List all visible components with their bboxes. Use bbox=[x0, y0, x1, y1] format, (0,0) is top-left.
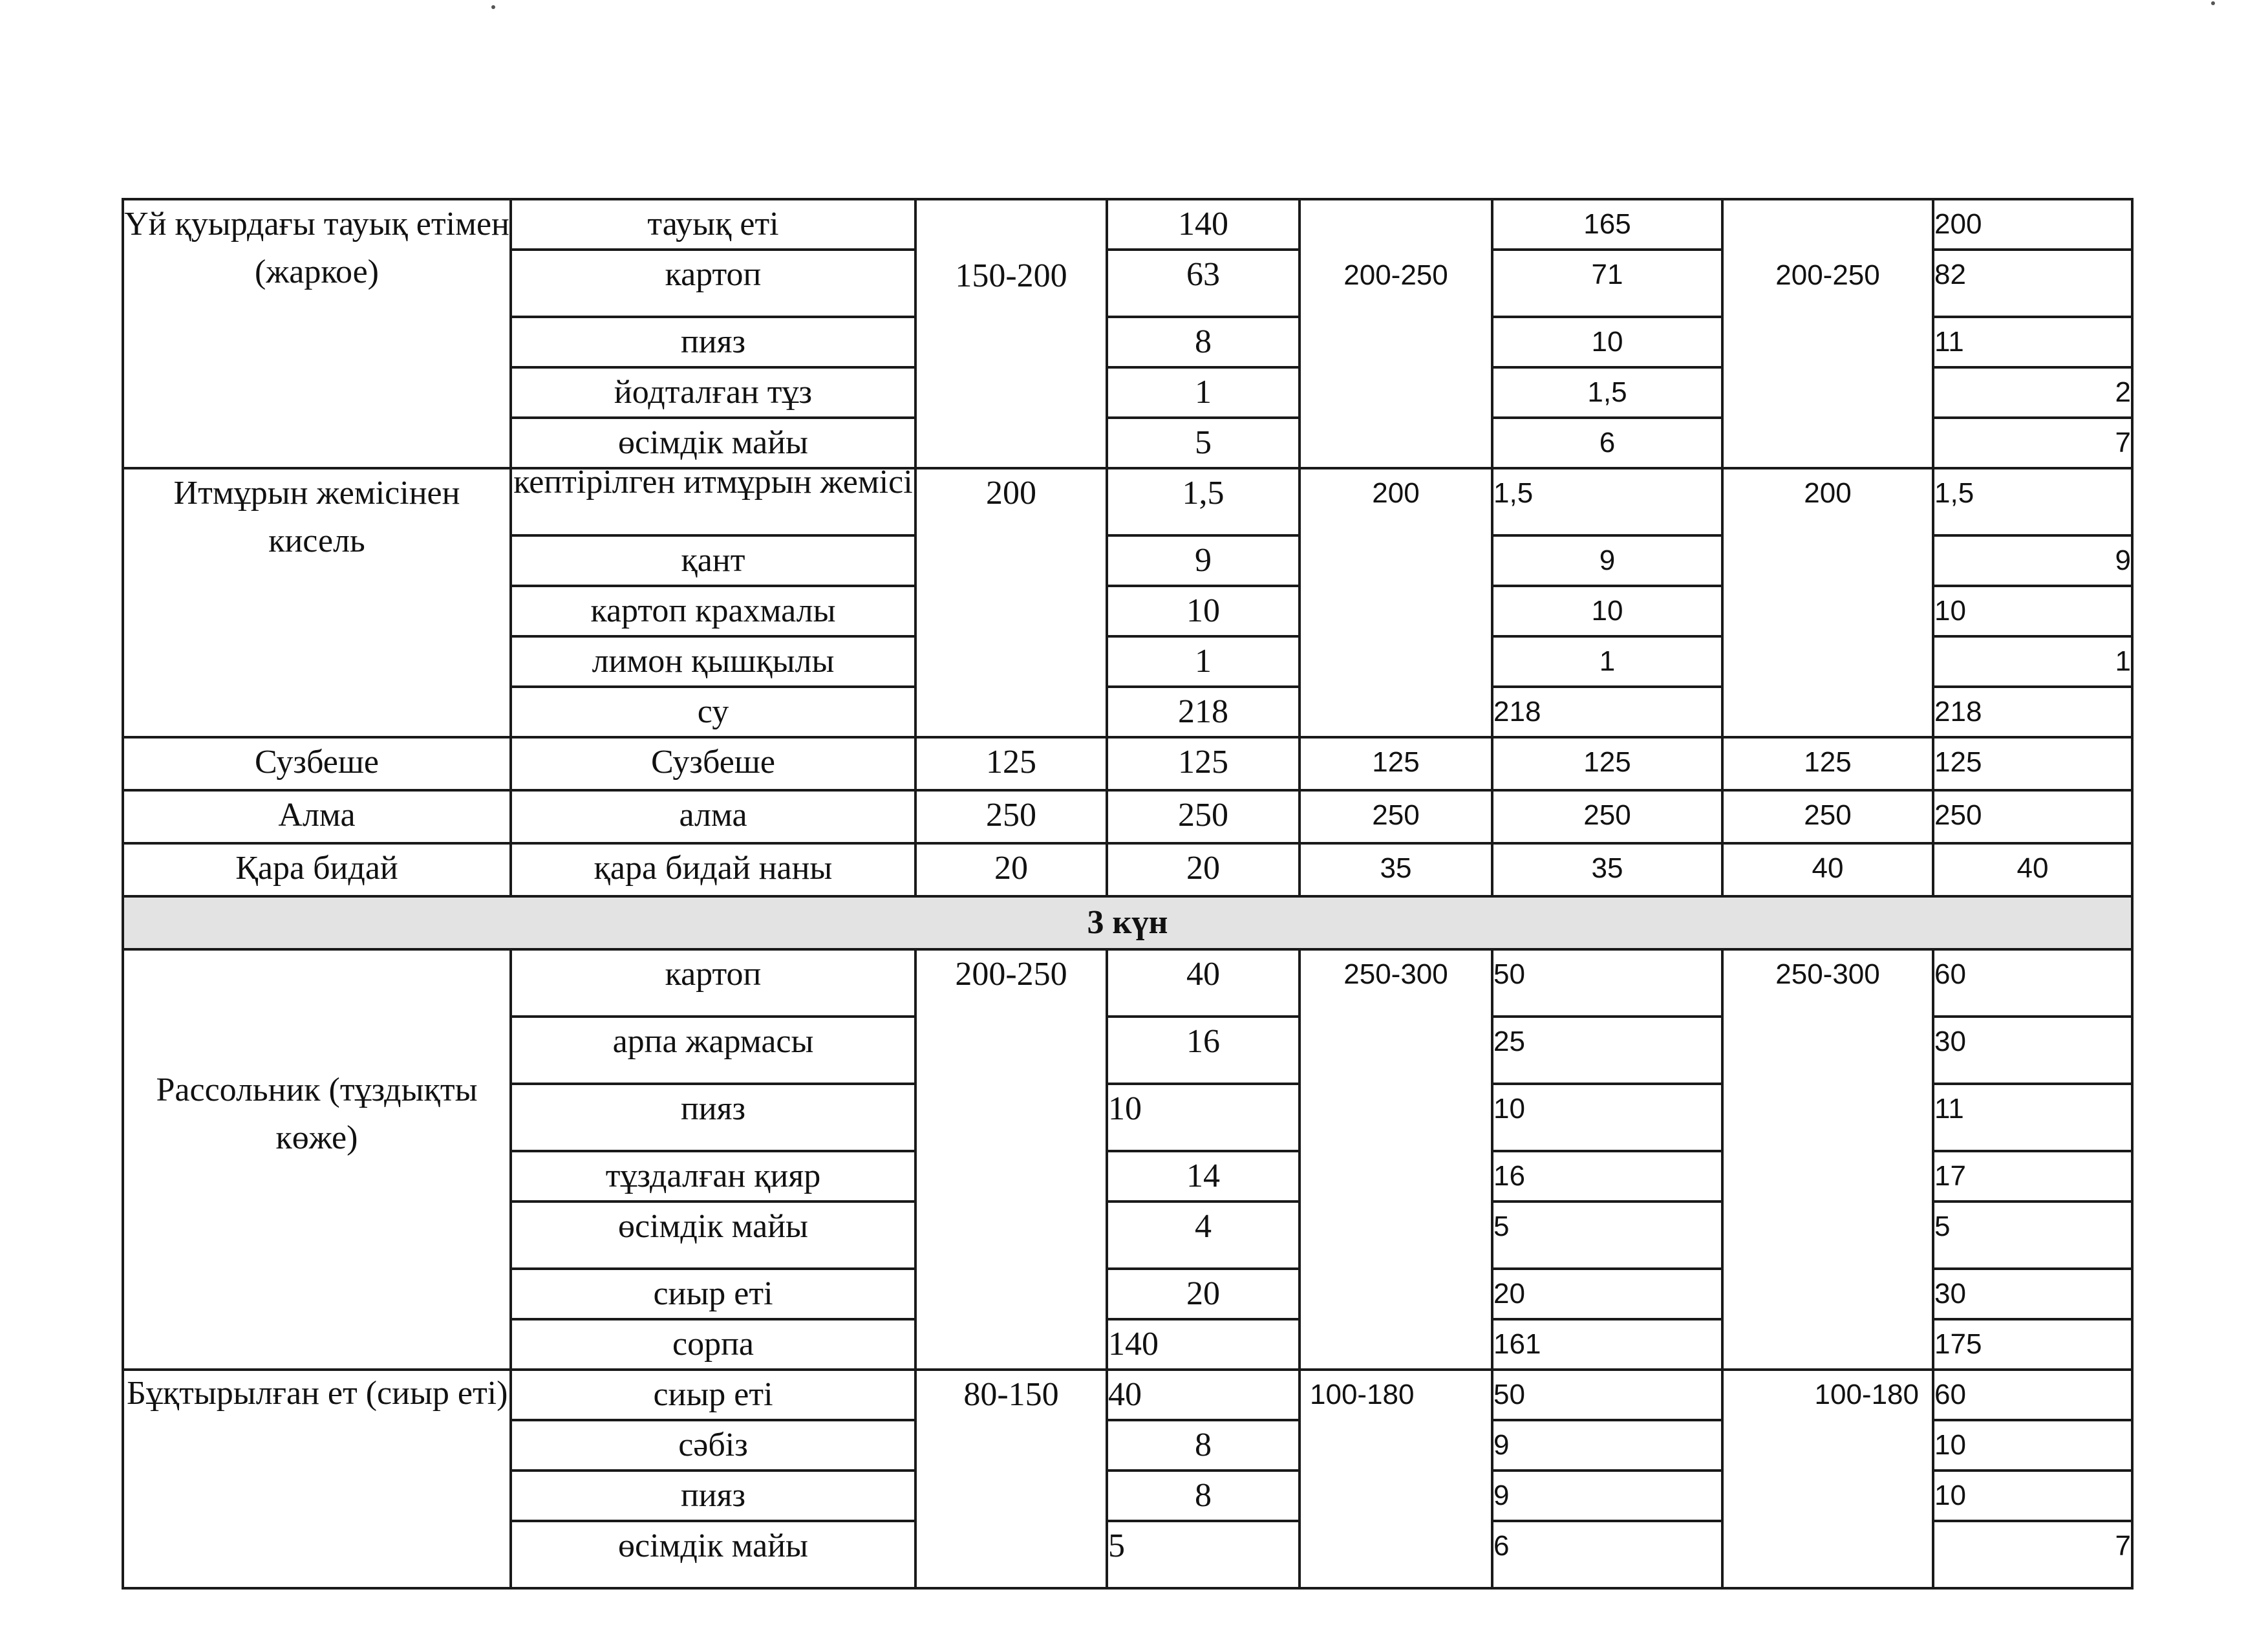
gross-weight: 11 bbox=[1933, 1084, 2132, 1151]
gross-weight: 8 bbox=[1107, 1471, 1300, 1521]
portion-range: 200-250 bbox=[915, 949, 1107, 1370]
gross-weight: 11 bbox=[1933, 317, 2132, 367]
gross-weight: 10 bbox=[1492, 586, 1722, 636]
gross-weight: 9 bbox=[1492, 535, 1722, 586]
gross-weight: 125 bbox=[1492, 737, 1722, 790]
portion-range: 125 bbox=[1722, 737, 1933, 790]
ingredient-name: йодталған тұз bbox=[511, 367, 915, 418]
gross-weight: 40 bbox=[1107, 949, 1300, 1017]
gross-weight: 1,5 bbox=[1492, 367, 1722, 418]
portion-range: 150-200 bbox=[915, 199, 1107, 468]
gross-weight: 250 bbox=[1107, 790, 1300, 843]
gross-weight: 16 bbox=[1107, 1017, 1300, 1084]
gross-weight: 63 bbox=[1107, 250, 1300, 317]
ingredient-name: сәбіз bbox=[511, 1420, 915, 1471]
gross-weight: 218 bbox=[1933, 687, 2132, 737]
gross-weight: 35 bbox=[1492, 843, 1722, 896]
table-row bbox=[123, 737, 2132, 790]
gross-weight: 175 bbox=[1933, 1319, 2132, 1370]
menu-table bbox=[122, 198, 2134, 1590]
ingredient-name: өсімдік майы bbox=[511, 418, 915, 468]
ingredient-name: тауық еті bbox=[511, 199, 915, 250]
ingredient-name: өсімдік майы bbox=[511, 1202, 915, 1269]
scan-speck bbox=[2211, 1, 2215, 5]
portion-range: 80-150 bbox=[915, 1370, 1107, 1588]
portion-range: 250-300 bbox=[1722, 949, 1933, 1370]
gross-weight: 1,5 bbox=[1107, 468, 1300, 535]
gross-weight: 10 bbox=[1933, 1420, 2132, 1471]
gross-weight: 250 bbox=[1492, 790, 1722, 843]
ingredient-name: арпа жармасы bbox=[511, 1017, 915, 1084]
gross-weight: 9 bbox=[1933, 535, 2132, 586]
gross-weight: 1 bbox=[1933, 636, 2132, 687]
ingredient-name: өсімдік майы bbox=[511, 1521, 915, 1588]
dish-name: Үй қуырдағы тауық етімен (жаркое) bbox=[123, 199, 511, 468]
gross-weight: 7 bbox=[1933, 1521, 2132, 1588]
dish-name: Алма bbox=[123, 790, 511, 843]
portion-range: 100-180 bbox=[1300, 1370, 1492, 1588]
portion-range: 200-250 bbox=[1300, 199, 1492, 468]
gross-weight: 1 bbox=[1107, 367, 1300, 418]
gross-weight: 2 bbox=[1933, 367, 2132, 418]
ingredient-name: картоп bbox=[511, 949, 915, 1017]
gross-weight: 125 bbox=[1107, 737, 1300, 790]
portion-range: 250 bbox=[1722, 790, 1933, 843]
dish-name: Қара бидай bbox=[123, 843, 511, 896]
gross-weight: 140 bbox=[1107, 1319, 1300, 1370]
gross-weight: 5 bbox=[1107, 418, 1300, 468]
gross-weight: 40 bbox=[1107, 1370, 1300, 1420]
ingredient-name: пияз bbox=[511, 1471, 915, 1521]
portion-range: 20 bbox=[915, 843, 1107, 896]
ingredient-name: сорпа bbox=[511, 1319, 915, 1370]
gross-weight: 60 bbox=[1933, 949, 2132, 1017]
gross-weight: 50 bbox=[1492, 949, 1722, 1017]
gross-weight: 1 bbox=[1492, 636, 1722, 687]
ingredient-name: лимон қышқылы bbox=[511, 636, 915, 687]
portion-range: 200 bbox=[1300, 468, 1492, 737]
gross-weight: 4 bbox=[1107, 1202, 1300, 1269]
portion-range: 40 bbox=[1722, 843, 1933, 896]
gross-weight: 9 bbox=[1492, 1420, 1722, 1471]
day-label: 3 күн bbox=[123, 896, 2132, 949]
gross-weight: 218 bbox=[1107, 687, 1300, 737]
ingredient-name: сиыр еті bbox=[511, 1370, 915, 1420]
portion-range: 35 bbox=[1300, 843, 1492, 896]
gross-weight: 10 bbox=[1492, 317, 1722, 367]
ingredient-name: Сузбеше bbox=[511, 737, 915, 790]
ingredient-name: алма bbox=[511, 790, 915, 843]
gross-weight: 1,5 bbox=[1492, 468, 1722, 535]
gross-weight: 10 bbox=[1933, 586, 2132, 636]
ingredient-name: су bbox=[511, 687, 915, 737]
gross-weight: 20 bbox=[1492, 1269, 1722, 1319]
gross-weight: 125 bbox=[1933, 737, 2132, 790]
ingredient-name: тұздалған қияр bbox=[511, 1151, 915, 1202]
gross-weight: 20 bbox=[1107, 1269, 1300, 1319]
portion-range: 125 bbox=[915, 737, 1107, 790]
dish-name: Рассольник (тұздықты көже) bbox=[123, 949, 511, 1370]
table-row bbox=[123, 949, 2132, 1017]
table-row bbox=[123, 1370, 2132, 1420]
gross-weight: 7 bbox=[1933, 418, 2132, 468]
ingredient-name: картоп bbox=[511, 250, 915, 317]
gross-weight: 10 bbox=[1107, 586, 1300, 636]
gross-weight: 10 bbox=[1933, 1471, 2132, 1521]
gross-weight: 14 bbox=[1107, 1151, 1300, 1202]
gross-weight: 165 bbox=[1492, 199, 1722, 250]
ingredient-name: сиыр еті bbox=[511, 1269, 915, 1319]
gross-weight: 50 bbox=[1492, 1370, 1722, 1420]
table-row bbox=[123, 468, 2132, 535]
portion-range: 250 bbox=[915, 790, 1107, 843]
gross-weight: 20 bbox=[1107, 843, 1300, 896]
gross-weight: 250 bbox=[1933, 790, 2132, 843]
portion-range: 100-180 bbox=[1722, 1370, 1933, 1588]
gross-weight: 218 bbox=[1492, 687, 1722, 737]
gross-weight: 5 bbox=[1107, 1521, 1300, 1588]
dish-name: Сузбеше bbox=[123, 737, 511, 790]
gross-weight: 71 bbox=[1492, 250, 1722, 317]
gross-weight: 1 bbox=[1107, 636, 1300, 687]
portion-range: 250 bbox=[1300, 790, 1492, 843]
gross-weight: 5 bbox=[1492, 1202, 1722, 1269]
gross-weight: 140 bbox=[1107, 199, 1300, 250]
portion-range: 250-300 bbox=[1300, 949, 1492, 1370]
gross-weight: 8 bbox=[1107, 1420, 1300, 1471]
gross-weight: 5 bbox=[1933, 1202, 2132, 1269]
ingredient-name: кептірілген итмұрын жемісі bbox=[511, 468, 915, 535]
gross-weight: 161 bbox=[1492, 1319, 1722, 1370]
gross-weight: 6 bbox=[1492, 418, 1722, 468]
gross-weight: 6 bbox=[1492, 1521, 1722, 1588]
portion-range: 200 bbox=[1722, 468, 1933, 737]
gross-weight: 9 bbox=[1107, 535, 1300, 586]
ingredient-name: картоп крахмалы bbox=[511, 586, 915, 636]
table-row bbox=[123, 199, 2132, 250]
gross-weight: 40 bbox=[1933, 843, 2132, 896]
portion-range: 200-250 bbox=[1722, 199, 1933, 468]
gross-weight: 200 bbox=[1933, 199, 2132, 250]
gross-weight: 16 bbox=[1492, 1151, 1722, 1202]
gross-weight: 30 bbox=[1933, 1017, 2132, 1084]
ingredient-name: қант bbox=[511, 535, 915, 586]
ingredient-name: пияз bbox=[511, 317, 915, 367]
day-header-row bbox=[123, 896, 2132, 949]
gross-weight: 10 bbox=[1492, 1084, 1722, 1151]
ingredient-name: пияз bbox=[511, 1084, 915, 1151]
scan-speck bbox=[491, 5, 495, 9]
gross-weight: 25 bbox=[1492, 1017, 1722, 1084]
portion-range: 200 bbox=[915, 468, 1107, 737]
dish-name: Итмұрын жемісінен кисель bbox=[123, 468, 511, 737]
gross-weight: 9 bbox=[1492, 1471, 1722, 1521]
ingredient-name: қара бидай наны bbox=[511, 843, 915, 896]
gross-weight: 10 bbox=[1107, 1084, 1300, 1151]
gross-weight: 17 bbox=[1933, 1151, 2132, 1202]
gross-weight: 8 bbox=[1107, 317, 1300, 367]
gross-weight: 60 bbox=[1933, 1370, 2132, 1420]
portion-range: 125 bbox=[1300, 737, 1492, 790]
gross-weight: 1,5 bbox=[1933, 468, 2132, 535]
table-row bbox=[123, 790, 2132, 843]
gross-weight: 82 bbox=[1933, 250, 2132, 317]
dish-name: Бұқтырылған ет (сиыр еті) bbox=[123, 1370, 511, 1588]
gross-weight: 30 bbox=[1933, 1269, 2132, 1319]
table-row bbox=[123, 843, 2132, 896]
